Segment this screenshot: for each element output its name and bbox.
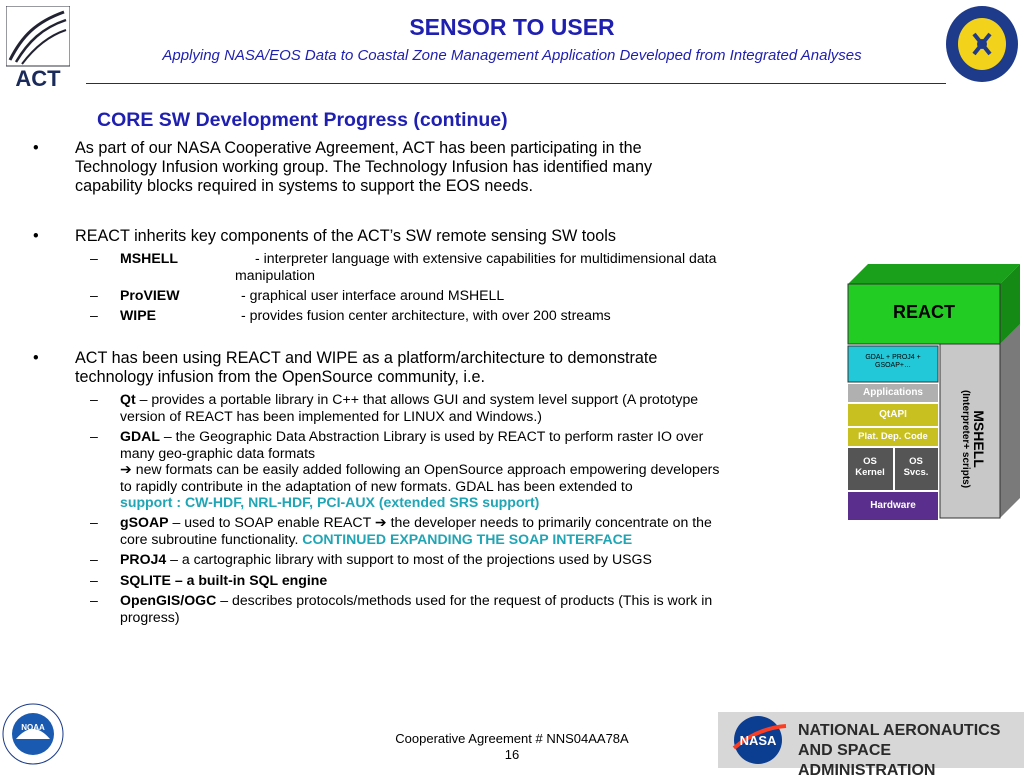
dash-marker: – — [90, 391, 98, 407]
subitem-text: progress) — [120, 608, 180, 625]
subitem-sqlite — [90, 572, 328, 589]
bullet-line: technology infusion from the OpenSource community, i.e. — [75, 368, 485, 386]
subitem-text: many geo-graphic data formats — [120, 444, 316, 461]
qtapi-label: QtAPI — [879, 409, 907, 420]
subitem-highlight: support : CW-HDF, NRL-HDF, PCI-AUX (extended SRS support) — [120, 494, 540, 510]
slide-subtitle: Applying NASA/EOS Data to Coastal Zone Management Application Developed from Integrated Analyses — [162, 47, 862, 64]
subitem-mshell — [90, 250, 717, 283]
subitem-name: gSOAP — [120, 514, 169, 530]
noaa-text: NOAA — [21, 723, 45, 732]
nasa-line: AND SPACE ADMINISTRATION — [798, 742, 936, 779]
page-number: 16 — [504, 747, 520, 762]
subitem-text: - provides fusion center architecture, with over 200 streams — [241, 307, 611, 323]
bullet-opensource — [33, 349, 658, 387]
subitem-name: OpenGIS/OGC — [120, 592, 217, 608]
ossvcs-label: OS Svcs. — [903, 456, 929, 478]
subitem-text: – used to SOAP enable REACT — [168, 514, 375, 530]
arrow-icon: ➔ — [374, 514, 387, 530]
nasa-badge-text: NASA — [739, 733, 777, 748]
cooperative-agreement: Cooperative Agreement # NNS04AA78A — [395, 731, 629, 746]
dash-marker: – — [90, 428, 98, 444]
subitem-wipe — [90, 307, 611, 324]
noaa-logo — [2, 703, 64, 765]
bullet-marker: • — [33, 227, 39, 245]
slide-title: SENSOR TO USER — [409, 14, 615, 40]
nasa-wordmark — [798, 721, 1024, 781]
subitem-text: – a cartographic library with support to most of the projections used by USGS — [166, 551, 652, 567]
nasa-line: NATIONAL AERONAUTICS — [798, 722, 1001, 739]
architecture-diagram — [846, 262, 1024, 522]
mshell-label: MSHELL — [971, 410, 987, 468]
subitem-text: - interpreter language with extensive capabilities for multidimensional data — [255, 250, 717, 266]
mshell-sublabel: (Interpreter+ scripts) — [960, 389, 971, 489]
subitem-proj4 — [90, 551, 652, 568]
subitem-text: manipulation — [235, 266, 315, 283]
subitem-name: GDAL — [120, 428, 160, 444]
bullet-technology-infusion — [33, 139, 653, 196]
subitem-text: the developer needs to primarily concentrate on the — [386, 514, 712, 530]
mshell-label-group — [953, 379, 987, 499]
hardware-label: Hardware — [870, 500, 916, 511]
bullet-marker: • — [33, 139, 39, 157]
subitem-name: SQLITE – a built-in SQL engine — [120, 572, 328, 588]
gdal-layer-line: GDAL + PROJ4 + — [865, 354, 921, 361]
bullet-line: capability blocks required in systems to support the EOS needs. — [75, 177, 533, 195]
subitem-text: to rapidly contribute in the adaptation of new formats. GDAL has been extended to — [120, 477, 633, 494]
subitem-name: WIPE — [120, 307, 157, 323]
subitem-text: – the Geographic Data Abstraction Library is used by REACT to perform raster IO over — [159, 428, 704, 444]
subitem-text: new formats can be easily added following an OpenSource approach empowering developers — [131, 461, 720, 477]
dash-marker: – — [90, 592, 98, 608]
subitem-highlight: CONTINUED EXPANDING THE SOAP INTERFACE — [302, 530, 633, 547]
subitem-proview — [90, 287, 505, 304]
header-divider — [86, 83, 946, 84]
dash-marker: – — [90, 551, 98, 567]
act-logo-text: ACT — [15, 66, 61, 90]
bullet-marker: • — [33, 349, 39, 367]
bullet-line: REACT inherits key components of the ACT’s SW remote sensing SW tools — [75, 227, 616, 245]
subitem-gdal — [90, 428, 720, 511]
bullet-react-inherits — [33, 227, 616, 246]
oskernel-label: OS Kernel — [855, 456, 885, 478]
nasa-banner — [718, 712, 1024, 779]
nasa-meatball-icon — [726, 714, 790, 766]
subitem-name: ProVIEW — [120, 287, 180, 303]
section-title: CORE SW Development Progress (continue) — [97, 109, 508, 131]
dash-marker: – — [90, 250, 98, 266]
subitem-text: version of REACT has been implemented for LINUX and Windows.) — [120, 407, 542, 424]
subitem-qt — [90, 391, 699, 424]
bullet-line: As part of our NASA Cooperative Agreement, ACT has been participating in the — [75, 139, 642, 157]
react-label: REACT — [893, 302, 955, 322]
bullet-line: ACT has been using REACT and WIPE as a platform/architecture to demonstrate — [75, 349, 658, 367]
bullet-line: Technology Infusion working group. The Technology Infusion has identified many — [75, 158, 653, 176]
footer-text — [300, 731, 724, 763]
gdal-layer-label — [848, 354, 938, 370]
dash-marker: – — [90, 307, 98, 323]
subitem-gsoap — [90, 514, 712, 547]
subitem-name: Qt — [120, 391, 136, 407]
subitem-text: - graphical user interface around MSHELL — [241, 287, 505, 303]
subitem-text: – describes protocols/methods used for the request of products (This is work in — [216, 592, 713, 608]
gdal-layer-line: GSOAP+… — [875, 362, 911, 369]
applications-label: Applications — [862, 387, 923, 398]
noaa-seal-icon — [2, 703, 64, 765]
subitem-name: PROJ4 — [120, 551, 167, 567]
subitem-opengis — [90, 592, 713, 625]
dash-marker: – — [90, 572, 98, 588]
arrow-icon: ➔ — [120, 461, 132, 477]
dash-marker: – — [90, 287, 98, 303]
subitem-name: MSHELL — [120, 250, 178, 266]
subitem-text: core subroutine functionality. — [120, 530, 303, 547]
platdep-label: Plat. Dep. Code — [858, 431, 928, 442]
subitem-text: – provides a portable library in C++ that allows GUI and system level support (A prototype — [135, 391, 699, 407]
dash-marker: – — [90, 514, 98, 530]
